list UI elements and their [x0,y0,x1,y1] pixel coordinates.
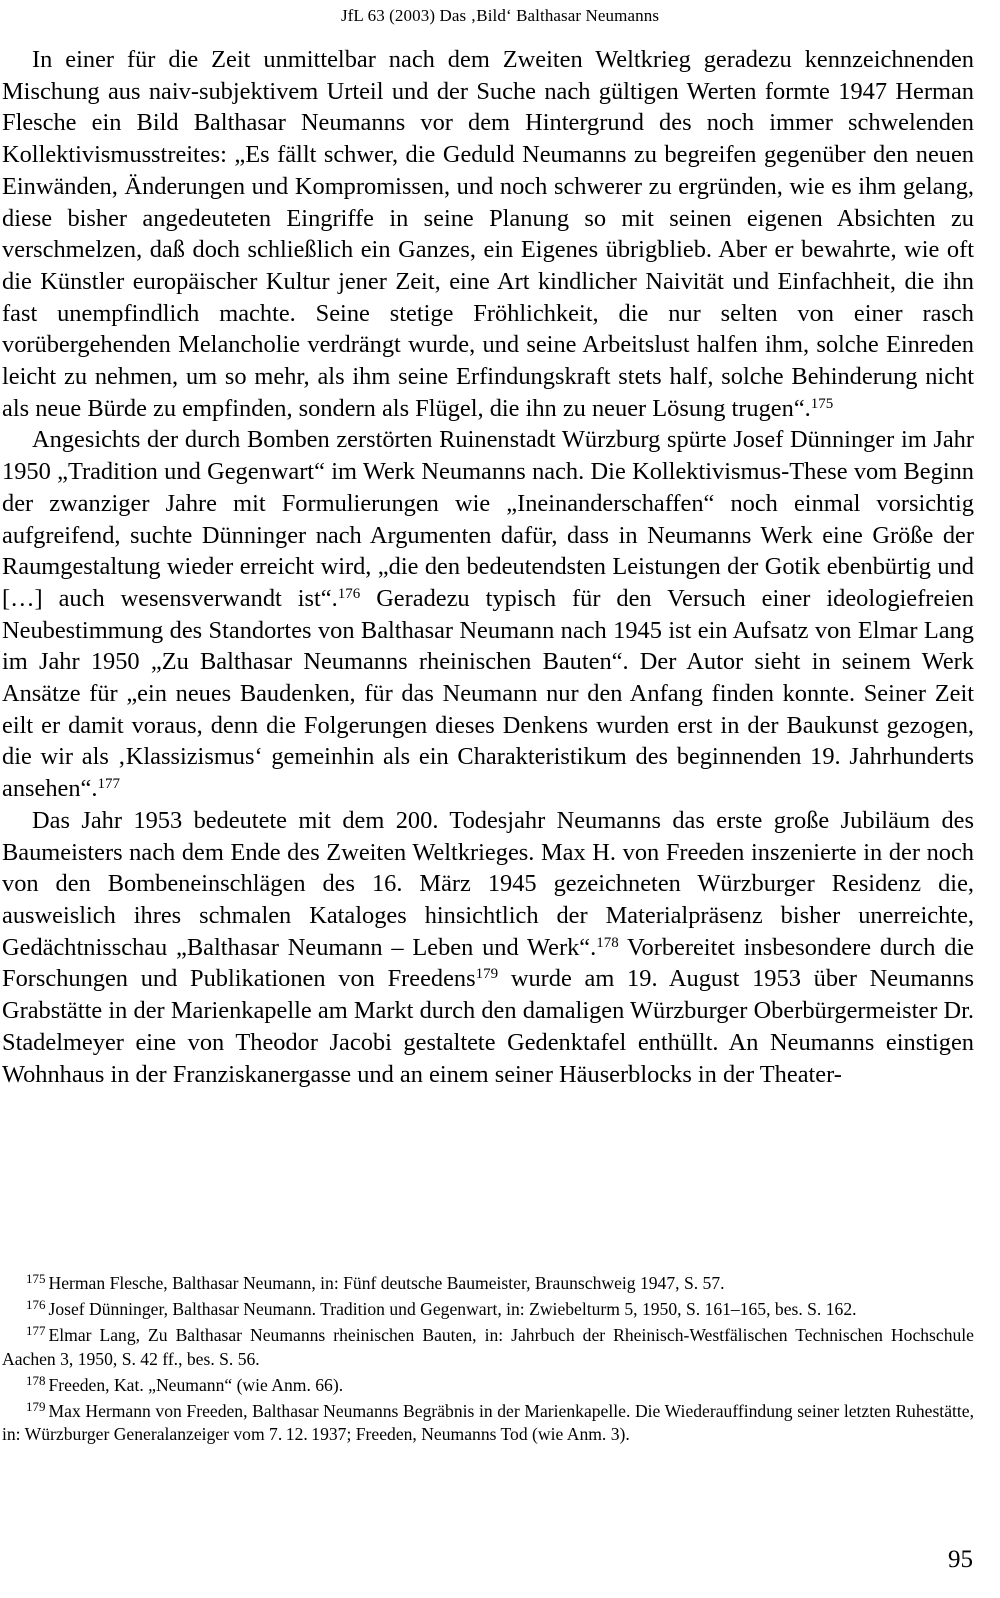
footnotes [2,1272,974,1449]
footnote-number: 178 [26,1372,46,1388]
footnote [2,1374,974,1398]
footnote-text: Max Hermann von Freeden, Balthasar Neumanns Begräbnis in der Marienkapelle. Die Wiederauffindung seiner letzten Ruhestätte, in: Würzburger Generalanzeiger vom 7. 12. 1937; Freeden, Neumanns Tod (wie Anm. 3). [2,1400,974,1444]
paragraph-text: Das Jahr 1953 bedeutete mit dem 200. Todesjahr Neumanns das erste große Jubiläum des Baumeisters nach dem Ende des Zweiten Weltkrieges. Max H. von Freeden inszenierte in der noch von den Bombeneinschlägen des 16. März 1945 gezeichneten Würzburger Residenz die, ausweislich ihres schmalen Kataloges hinsichtlich der Materialpräsenz bisher unerreichte, Gedächtnisschau „Balthasar Neumann – Leben und Werk“. [2,806,974,961]
footnote-number: 175 [26,1271,46,1287]
footnote-text: Herman Flesche, Balthasar Neumann, in: Fünf deutsche Baumeister, Braunschweig 1947, S. 57. [48,1273,725,1293]
footnote-number: 176 [26,1297,46,1313]
paragraph-1 [2,44,974,424]
footnote [2,1298,974,1322]
paragraph-text: Geradezu typisch für den Versuch einer ideologiefreien Neubestimmung des Standortes von Balthasar Neumann nach 1945 ist ein Aufsatz von Elmar Lang im Jahr 1950 „Zu Balthasar Neumanns rheinischen Bauten“. Der Autor sieht in seinem Werk Ansätze für „ein neues Baudenken, für das Neumann nur den Anfang finden konnte. Seiner Zeit eilt er damit voraus, denn die Folgerungen dieses Denkens wurden erst in der Baukunst gezogen, die wir als ‚Klassizismus‘ gemeinhin als ein Charakteristikum des beginnenden 19. Jahrhunderts ansehen“. [2,584,974,803]
paragraph-3 [2,805,974,1090]
footnote-reference[interactable]: 175 [810,395,834,412]
paragraph-text: Angesichts der durch Bomben zerstörten Ruinenstadt Würzburg spürte Josef Dünninger im Jahr 1950 „Tradition und Gegenwart“ im Werk Neumanns nach. Die Kollektivismus-These vom Beginn der zwanziger Jahre mit Formulierungen wie „Ineinanderschaffen“ noch einmal vorsichtig aufgreifend, suchte Dünninger nach Argumenten dafür, dass in Neumanns Werk eine Größe der Raumgestaltung wieder erreicht wird, „die den bedeutendsten Leistungen der Gotik ebenbürtig und […] auch wesensverwandt ist“. [2,426,974,612]
footnote-reference[interactable]: 179 [475,966,499,983]
page-number: 95 [948,1546,973,1573]
paragraph-text: wurde am 19. August 1953 über Neumanns Grabstätte in der Marienkapelle am Markt durch den damaligen Würzburger Oberbürgermeister Dr. Stadelmeyer eine von Theodor Jacobi gestaltete Gedenktafel enthüllt. An Neumanns einstigen Wohnhaus in der Franziskanergasse und an einem seiner Häuserblocks in der Theater- [2,965,974,1088]
paragraph-text: Vorbereitet insbesondere durch die Forschungen und Publikationen von Freedens [2,933,974,993]
footnote-number: 179 [26,1398,46,1414]
footnote-text: Elmar Lang, Zu Balthasar Neumanns rheinischen Bauten, in: Jahrbuch der Rheinisch-Westfälischen Technischen Hochschule Aachen 3, 1950, S. 42 ff., bes. S. 56. [2,1325,974,1369]
footnote [2,1272,974,1296]
footnote-reference[interactable]: 176 [337,585,361,602]
paragraph-text: In einer für die Zeit unmittelbar nach dem Zweiten Weltkrieg geradezu kennzeichnenden Mischung aus naiv-subjektivem Urteil und der Suche nach gültigen Werten formte 1947 Herman Flesche ein Bild Balthasar Neumanns vor dem Hintergrund des noch immer schwelenden Kollektivismusstreites: „Es fällt schwer, die Geduld Neumanns zu begreifen gegenüber den neuen Einwänden, Änderungen und Kompromissen, und noch schwerer zu ergründen, wie es ihm gelang, diese bisher angedeuteten Eingriffe in seine Planung so mit seinen eigenen Absichten zu verschmelzen, daß doch schließlich ein Ganzes, ein Eigenes übrigblieb. Aber er bewahrte, wie oft die Künstler europäischer Kultur jener Zeit, eine Art kindlicher Naivität und Einfachheit, die ihn fast unempfindlich machte. Seine stetige Fröhlichkeit, die nur selten von einer rasch vorübergehenden Melancholie verdrängt wurde, und seine Arbeitslust halfen ihm, solche Einreden leicht zu nehmen, um so mehr, als ihm seine Erfindungskraft stets half, solche Behinderung nicht als neue Bürde zu empfinden, sondern als Flügel, die ihn zu neuer Lösung trugen“. [2,46,974,422]
main-text [2,44,974,1090]
footnote-text: Freeden, Kat. „Neumann“ (wie Anm. 66). [48,1374,344,1395]
running-header: JfL 63 (2003) Das ‚Bild‘ Balthasar Neumanns [340,6,660,25]
footnote-reference[interactable]: 178 [596,934,619,951]
footnote-text: Josef Dünninger, Balthasar Neumann. Tradition und Gegenwart, in: Zwiebelturm 5, 1950, S. 161–165, bes. S. 162. [48,1299,857,1319]
footnote-number: 177 [26,1323,46,1339]
footnote [2,1400,974,1447]
footnote-reference[interactable]: 177 [97,775,120,792]
footnote [2,1324,974,1371]
paragraph-2 [2,424,974,804]
